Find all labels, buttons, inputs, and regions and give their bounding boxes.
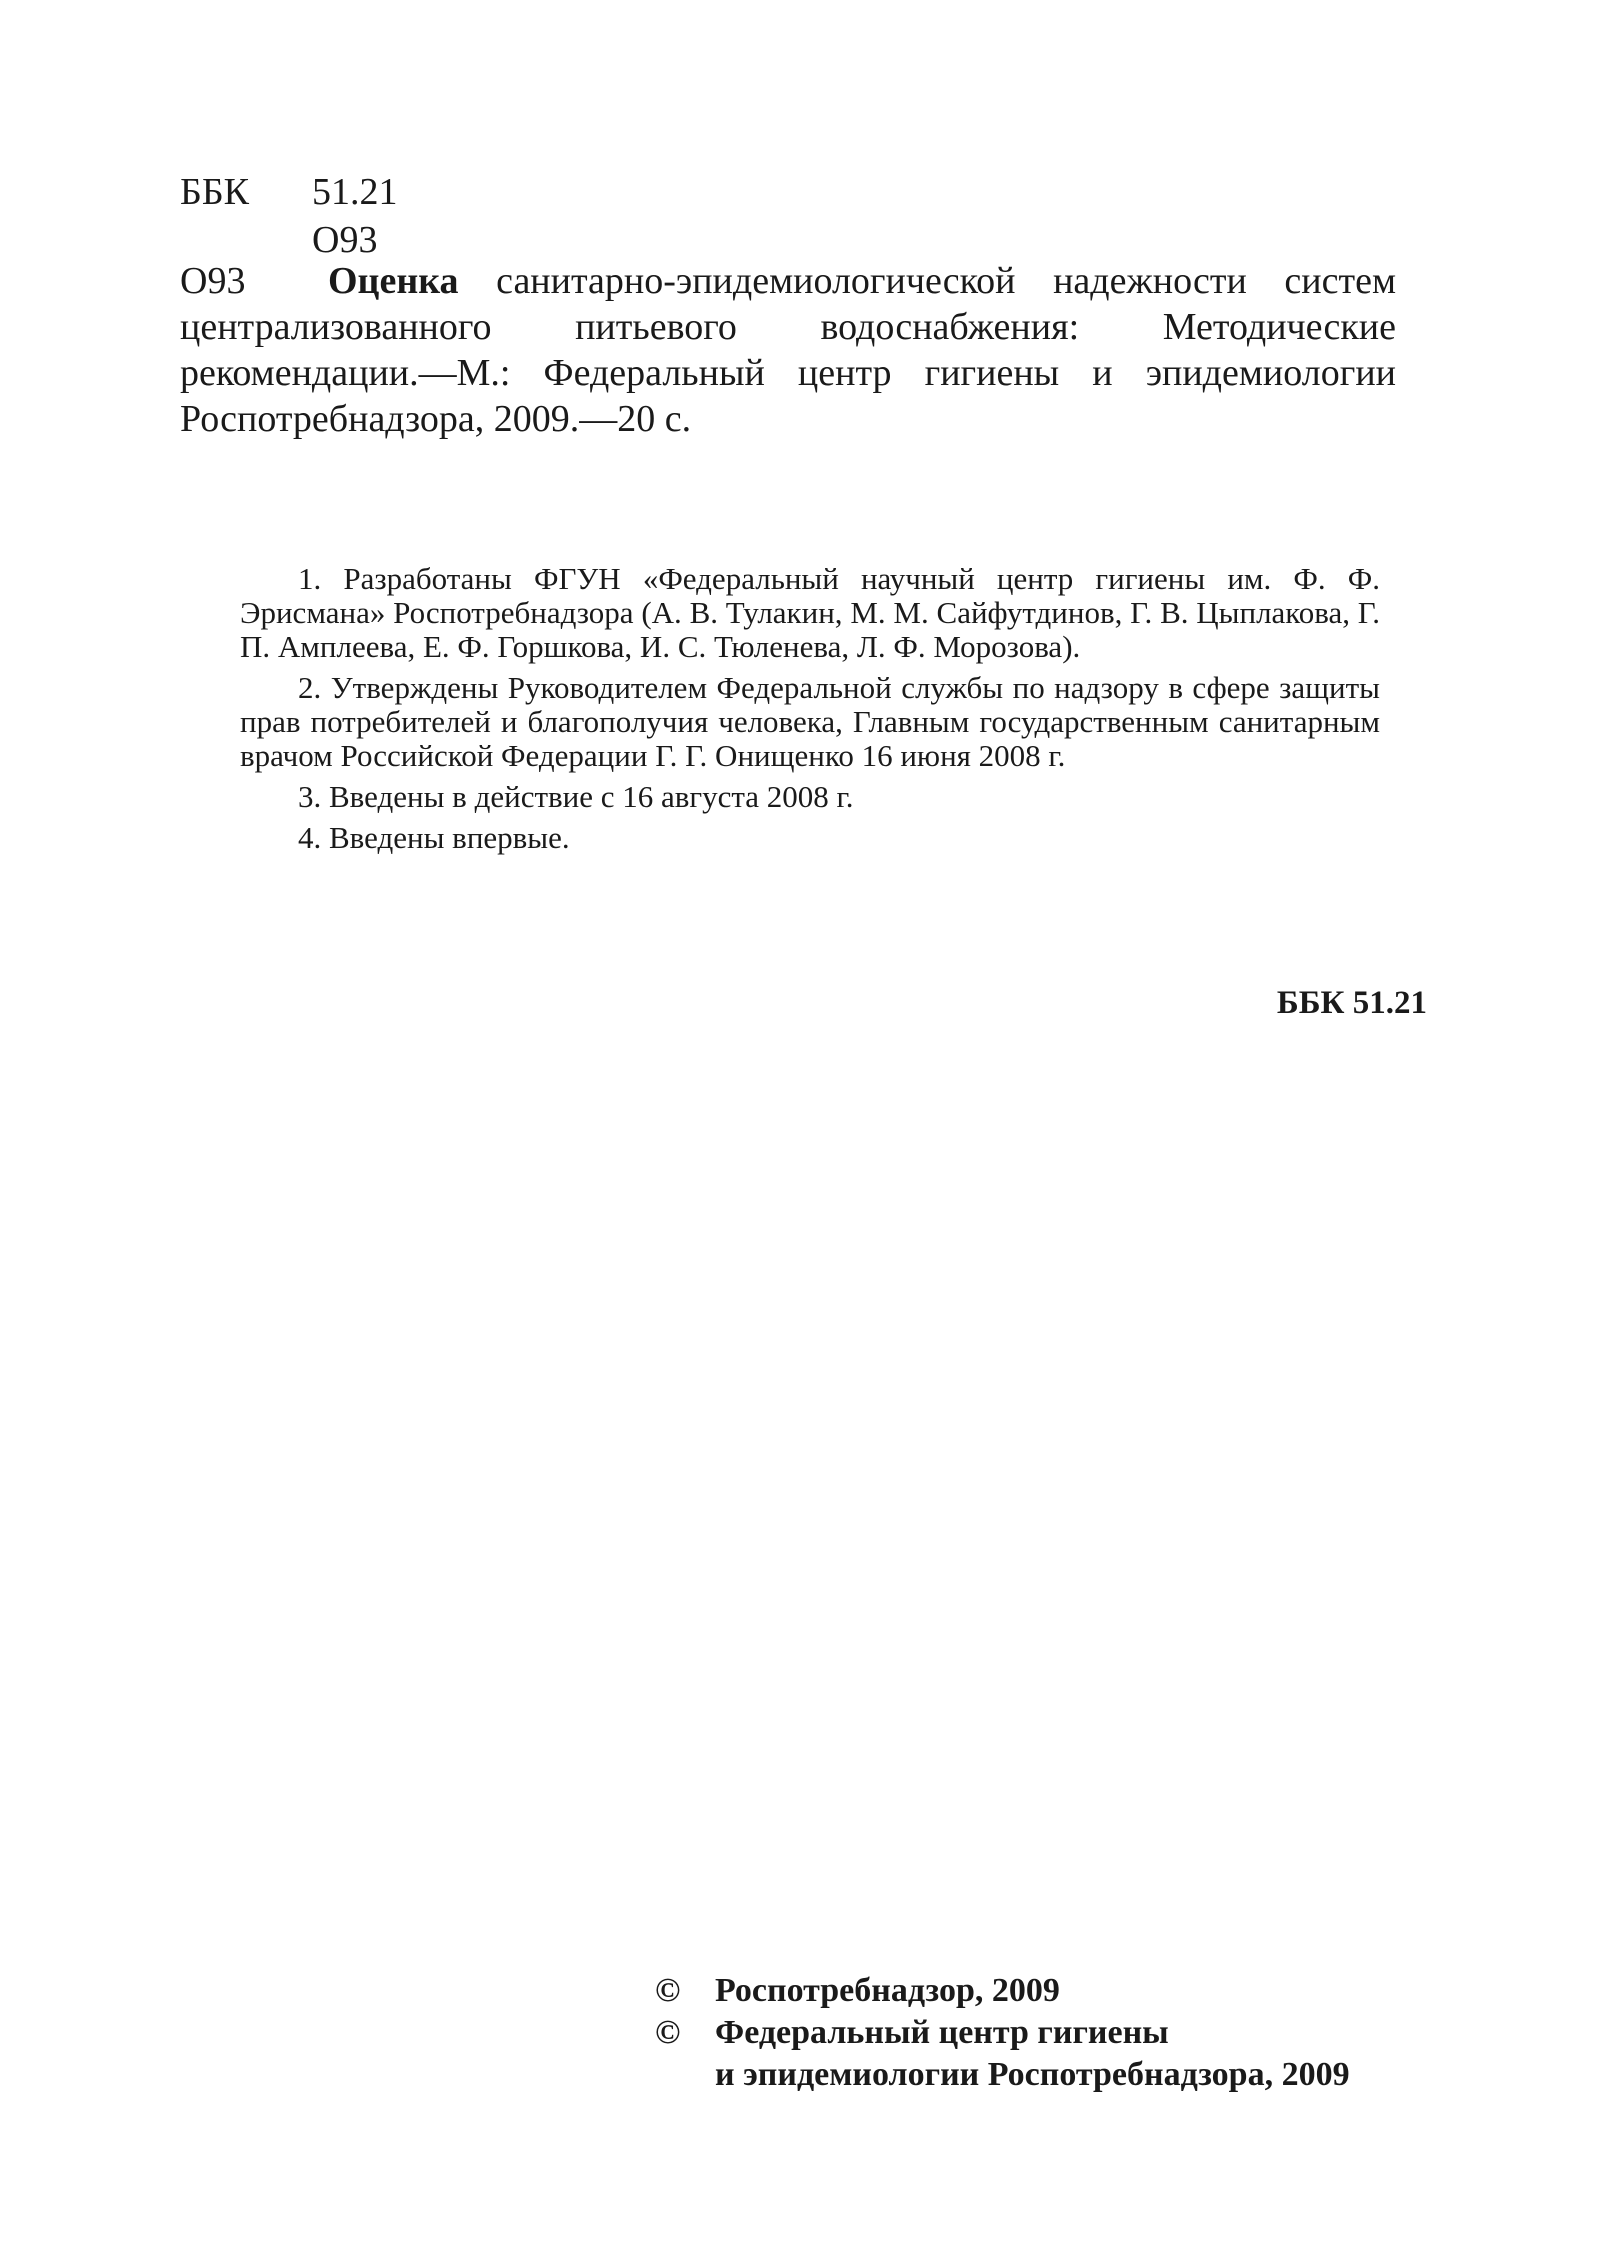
copyright-holder: Роспотребнадзор, 2009 [715,1972,1060,2009]
copyright-symbol: © [655,2014,681,2051]
bbk-label: ББК [180,171,249,213]
bbk-bottom: ББК 51.21 [1276,985,1427,1021]
author-sign: О93 [312,219,378,261]
author-sign-row [180,216,398,264]
copyright-symbol: © [655,1972,681,2009]
entry-description [180,258,1396,442]
copyright-block [655,1970,1350,2096]
publication-notes [240,562,1380,862]
copyright-line [655,2012,1350,2054]
entry-text: санитарно-эпидемиологической надежности систем централизованного питьевого водоснабжения: Методические рекомендации.—М.: Федеральный центр гигиены и эпидемиологии Роспотребнадзора, 2009.—20 с. [180,260,1396,440]
entry-title: Оценка [328,260,459,302]
copyright-holder-continued: и эпидемиологии Роспотребнадзора, 2009 [715,2056,1350,2093]
bibliographic-entry [180,258,1396,442]
copyright-holder: Федеральный центр гигиены [715,2014,1169,2051]
bbk-classification [180,168,398,264]
note-item: 4. Введены впервые. [298,820,570,855]
entry-code: О93 [180,260,246,302]
bbk-row [180,168,398,216]
note-item: 3. Введены в действие с 16 августа 2008 г. [298,779,854,814]
bbk-code: 51.21 [312,171,398,213]
copyright-line [655,1970,1350,2012]
note-item: 1. Разработаны ФГУН «Федеральный научный центр гигиены им. Ф. Ф. Эрисмана» Роспотребнадзора (А. В. Тулакин, М. М. Сайфутдинов, Г. В. Цыплакова, Г. П. Амплеева, Е. Ф. Горшкова, И. С. Тюленева, Л. Ф. Морозова). [240,561,1380,664]
note-item: 2. Утверждены Руководителем Федеральной службы по надзору в сфере защиты прав потребителей и благополучия человека, Главным государственным санитарным врачом Российской Федерации Г. Г. Онищенко 16 июня 2008 г. [240,670,1380,773]
